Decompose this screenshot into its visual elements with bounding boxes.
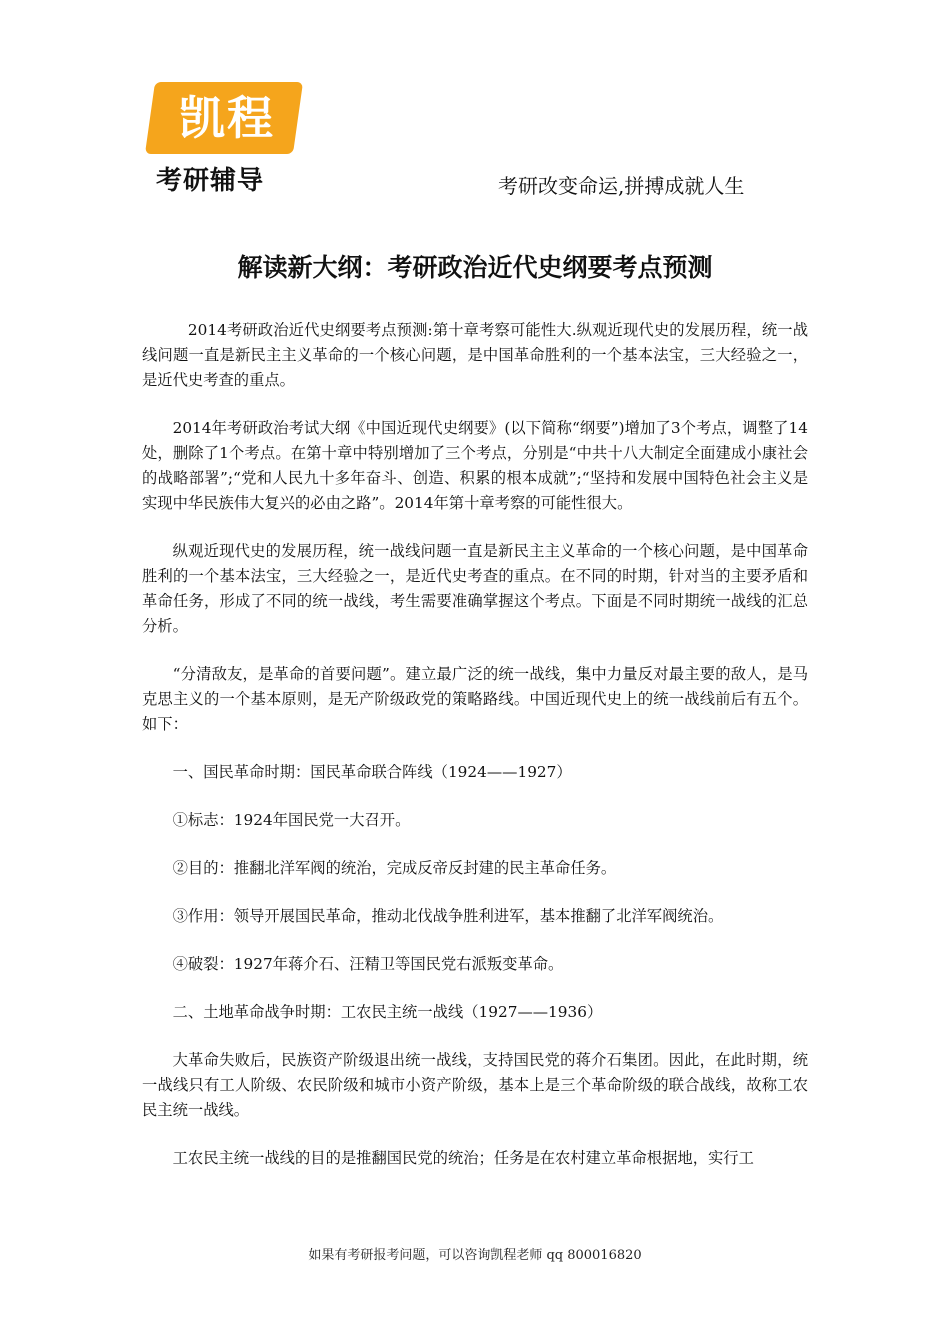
paragraph-intro: 2014考研政治近代史纲要考点预测:第十章考察可能性大.纵观近现代史的发展历程，统一战线问题一直是新民主主义革命的一个核心问题，是中国革命胜利的一个基本法宝，三大经验之一，是近代史考查的重点。 <box>142 321 808 389</box>
brand-logo <box>150 82 300 196</box>
list-item: ①标志：1924年国民党一大召开。 <box>172 811 411 829</box>
paragraph-principle: “分清敌友，是革命的首要问题”。建立最广泛的统一战线，集中力量反对最主要的敌人，是马克思主义的一个基本原则，是无产阶级政党的策略路线。中国近现代史上的统一战线前后有五个。如下： <box>142 665 808 733</box>
logo-brand-text: 凯程 <box>179 91 275 145</box>
header-slogan: 考研改变命运,拼搏成就人生 <box>498 174 745 198</box>
page-footer: 如果有考研报考问题，可以咨询凯程老师 qq 800016820 <box>308 1248 642 1263</box>
section-heading-1: 一、国民革命时期：国民革命联合阵线（1924——1927） <box>172 763 572 781</box>
paragraph-section2-goal: 工农民主统一战线的目的是推翻国民党的统治；任务是在农村建立革命根据地，实行工 <box>172 1149 754 1167</box>
paragraph-section2-intro: 大革命失败后，民族资产阶级退出统一战线，支持国民党的蒋介石集团。因此，在此时期，统一战线只有工人阶级、农民阶级和城市小资产阶级，基本上是三个革命阶级的联合战线，故称工农民主统一战线。 <box>142 1051 808 1119</box>
page-title: 解读新大纲：考研政治近代史纲要考点预测 <box>237 253 713 282</box>
list-item: ③作用：领导开展国民革命，推动北伐战争胜利进军，基本推翻了北洋军阀统治。 <box>172 907 724 925</box>
paragraph-syllabus: 2014年考研政治考试大纲《中国近现代史纲要》(以下简称“纲要”)增加了3个考点，调整了14处，删除了1个考点。在第十章中特别增加了三个考点，分别是“中共十八大制定全面建成小康社会的战略部署”;“党和人民九十多年奋斗、创造、积累的根本成就”;“坚持和发展中国特色社会主义是实现中华民族伟大复兴的必由之路”。2014年第十章考察的可能性很大。 <box>142 419 808 512</box>
document-body <box>142 318 808 1194</box>
paragraph-overview: 纵观近现代史的发展历程，统一战线问题一直是新民主主义革命的一个核心问题，是中国革命胜利的一个基本法宝，三大经验之一，是近代史考查的重点。在不同的时期，针对当的主要矛盾和革命任务，形成了不同的统一战线，考生需要准确掌握这个考点。下面是不同时期统一战线的汇总分析。 <box>142 542 808 635</box>
list-item: ②目的：推翻北洋军阀的统治，完成反帝反封建的民主革命任务。 <box>172 859 617 877</box>
logo-subtitle: 考研辅导 <box>156 166 265 196</box>
list-item: ④破裂：1927年蒋介石、汪精卫等国民党右派叛变革命。 <box>172 955 564 973</box>
section-heading-2: 二、土地革命战争时期：工农民主统一战线（1927——1936） <box>172 1003 603 1021</box>
